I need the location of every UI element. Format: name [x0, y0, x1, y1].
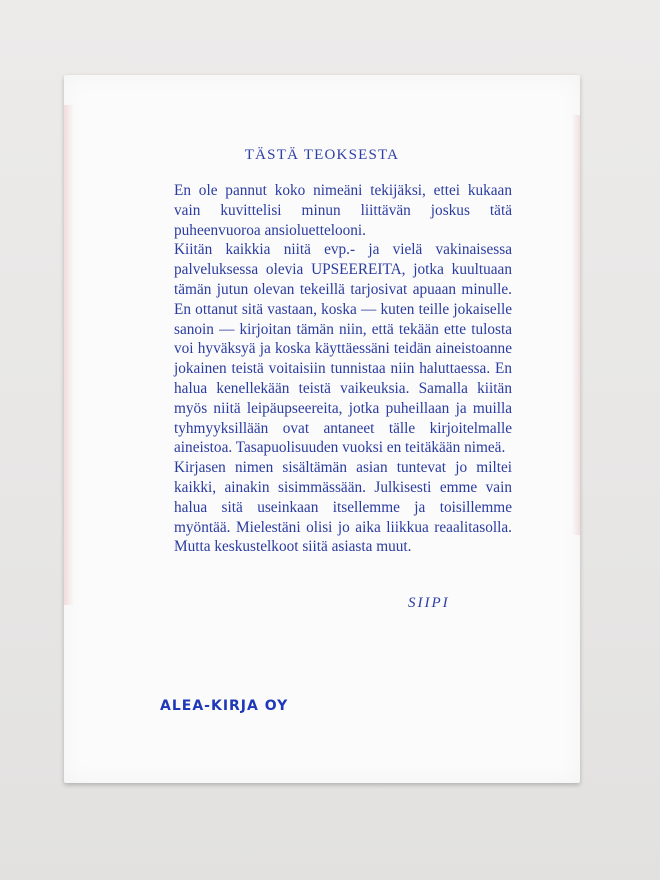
blurb-text [174, 181, 512, 557]
blurb-paragraph: Kirjasen nimen sisältämän asian tuntevat jo miltei kaikki, ainakin sisimmässään. Julkisesti emme vain halua sitä useinkaan itsellemme ja toisillemme myöntää. Mielestäni olisi jo aika liikkua reaalitasolla. Mutta keskustelkoot siitä asiasta muut. [174, 459, 512, 556]
blurb-paragraph: Kiitän kaikkia niitä evp.- ja vielä vakinaisessa palveluksessa olevia UPSEEREITA, jotka kuultuaan tämän jutun olevan tekeillä tarjosivat apuaan minulle. En ottanut sitä vastaan, koska — kuten teille jokaiselle sanoin — kirjoitan tämän niin, että tekään ette tulosta voi hyväksyä ja koska käyttäessäni teidän aineistoanne jokainen teistä voitaisiin tunnistaa niin haluttaessa. En halua kenellekään teistä vaikeuksia. Samalla kiitän myös niitä leipäupseereita, jotka puheillaan ja muilla tyhmyyksillään ovat antaneet tälle kirjoitelmalle aineistoa. Tasapuolisuuden vuoksi en teitäkään nimeä. [174, 241, 512, 457]
edge-wear [572, 115, 580, 535]
author-signature: SIIPI [408, 595, 450, 611]
publisher-name: ALEA-KIRJA OY [160, 698, 289, 714]
blurb-paragraph: En ole pannut koko nimeäni tekijäksi, ettei kukaan vain kuvittelisi minun liittävän joskus tätä puheenvuoroa ansioluettelooni. [174, 182, 512, 239]
edge-wear [64, 105, 74, 605]
cover-heading: TÄSTÄ TEOKSESTA [244, 147, 400, 163]
book-back-cover [64, 75, 580, 783]
